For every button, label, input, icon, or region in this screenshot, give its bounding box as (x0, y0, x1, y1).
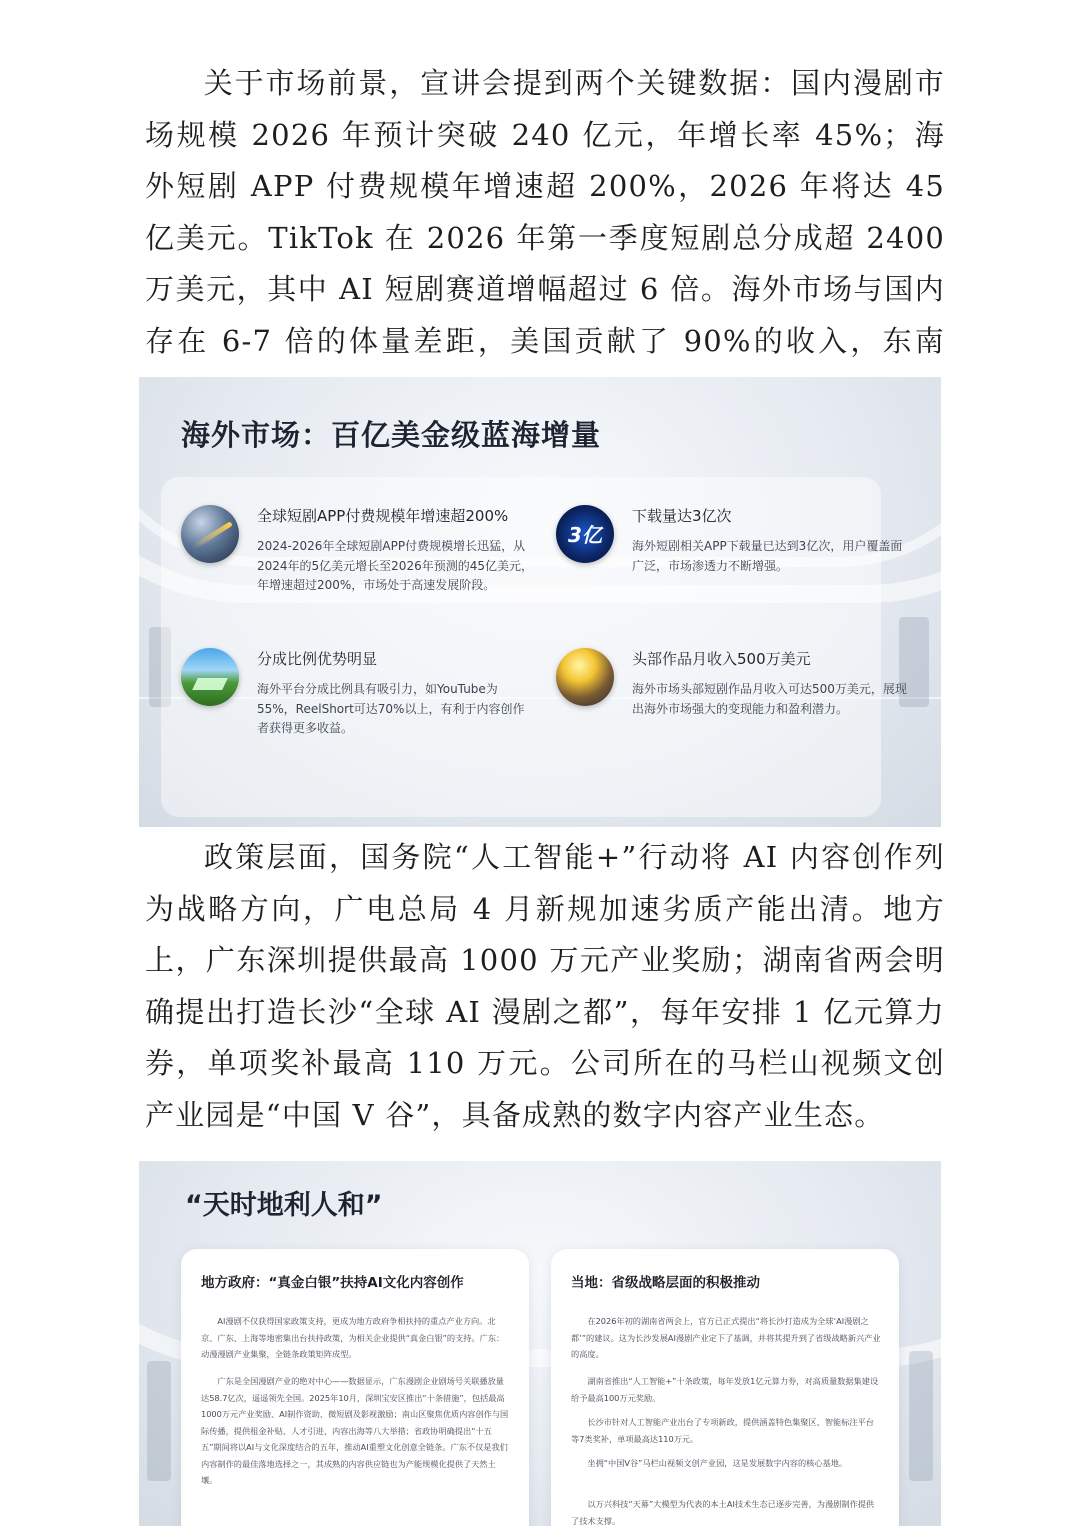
chart-growth-icon (181, 505, 239, 563)
slide-title: 海外市场：百亿美金级蓝海增量 (181, 418, 602, 452)
card-local-government (181, 1249, 529, 1526)
card-provincial-strategy (551, 1249, 899, 1526)
slide-overseas-market (139, 377, 941, 827)
download-3yi-icon: 3亿 (556, 505, 614, 563)
card-heading: 地方政府：“真金白银”扶持AI文化内容创作 (201, 1275, 464, 1291)
card-paragraph: 广东是全国漫剧产业的绝对中心——数据显示，广东漫剧企业剧场号关联播放量达58.7亿次，遥遥领先全国。2025年10月，深圳宝安区推出“十条措施”，包括最高1000万元产业奖励、AI制作资助、微短剧及影视激励；南山区聚焦优质内容创作与国际传播，提供租金补贴、人才引进、内容出海等八大举措；省政协明确提出“十五五”期间将以AI与文化深度结合的五年，推动AI重塑文化创意全链条。广东不仅是我们内容制作的最佳落地选择之一，其成熟的内容供应链也为产能规模化提供了天然土壤。 (201, 1376, 509, 1485)
content-panel (161, 477, 881, 817)
slide-timing-advantages (139, 1161, 941, 1526)
paragraph-text: 关于市场前景，宣讲会提到两个关键数据：国内漫剧市场规模 2026 年预计突破 240 亿元，年增长率 45%；海外短剧 APP 付费规模年增速超 200%，2026 年将达 45 亿美元。TikTok 在 2026 年第一季度短剧总分成超 2400 万美元，其中 AI 短剧赛道增幅超过 6 倍。海外市场与国内存在 6-7 倍的体量差距，美国贡献了 90%的收入，东南 (145, 66, 945, 358)
landscape-icon (181, 648, 239, 706)
feature-title: 头部作品月收入500万美元 (632, 650, 811, 668)
deco-screen (909, 1351, 933, 1481)
feature-desc: 海外平台分成比例具有吸引力，如YouTube为55%，ReelShort可达70%以上，有利于内容创作者获得更多收益。 (257, 682, 525, 735)
feature-title: 分成比例优势明显 (257, 650, 378, 668)
feature-desc: 2024-2026年全球短剧APP付费规模增长迅猛，从2024年的5亿美元增长至2026年预测的45亿美元，年增速超过200%，市场处于高速发展阶段。 (257, 539, 533, 592)
card-paragraph: AI漫剧不仅获得国家政策支持，更成为地方政府争相扶持的重点产业方向。北京、广东、上海等地密集出台扶持政策，为相关企业提供“真金白银”的支持。广东：动漫漫剧产业集聚，全链条政策矩阵成型。 (201, 1316, 505, 1359)
deco-screen (147, 1361, 171, 1481)
feature-desc: 海外市场头部短剧作品月收入可达500万美元，展现出海外市场强大的变现能力和盈利潜力。 (632, 682, 907, 716)
paragraph-policy (145, 832, 945, 1142)
card-paragraph: 坐拥“中国V谷”马栏山视频文创产业园，这是发展数字内容的核心基地。 (587, 1458, 848, 1468)
paragraph-text: 政策层面，国务院“人工智能+”行动将 AI 内容创作列为战略方向，广电总局 4 月新规加速劣质产能出清。地方上，广东深圳提供最高 1000 万元产业奖励；湖南省两会明确提出打造长沙“全球 AI 漫剧之都”，每年安排 1 亿元算力券，单项奖补最高 110 万元。公司所在的马栏山视频文创产业园是“中国 V 谷”，具备成熟的数字内容产业生态。 (145, 840, 945, 1132)
card-paragraph: 长沙市针对人工智能产业出台了专项新政，提供涵盖特色集聚区、智能标注平台等7类奖补，单项最高达110万元。 (571, 1417, 874, 1444)
feature-desc: 海外短剧相关APP下载量已达到3亿次，用户覆盖面广泛，市场渗透力不断增强。 (632, 539, 903, 573)
card-paragraph: 以万兴科技“天幕”大模型为代表的本土AI技术生态已逐步完善，为漫剧制作提供了技术支撑。 (571, 1499, 875, 1526)
slide-title: “天时地利人和” (185, 1190, 383, 1221)
golden-sphere-icon (556, 648, 614, 706)
paragraph-market-outlook (145, 58, 945, 419)
feature-title: 全球短剧APP付费规模年增速超200% (257, 507, 509, 525)
card-heading: 当地：省级战略层面的积极推动 (571, 1275, 760, 1291)
card-paragraph: 在2026年初的湖南省两会上，官方已正式提出“将长沙打造成为全球‘AI漫剧之都’”的建议。这为长沙发展AI漫剧产业定下了基调，并将其提升到了省级战略新兴产业的高度。 (571, 1316, 881, 1359)
feature-title: 下载量达3亿次 (632, 507, 732, 525)
card-paragraph: 湖南省推出“人工智能+”十条政策，每年发放1亿元算力券，对高质量数据集建设给予最高100万元奖励。 (571, 1376, 879, 1403)
